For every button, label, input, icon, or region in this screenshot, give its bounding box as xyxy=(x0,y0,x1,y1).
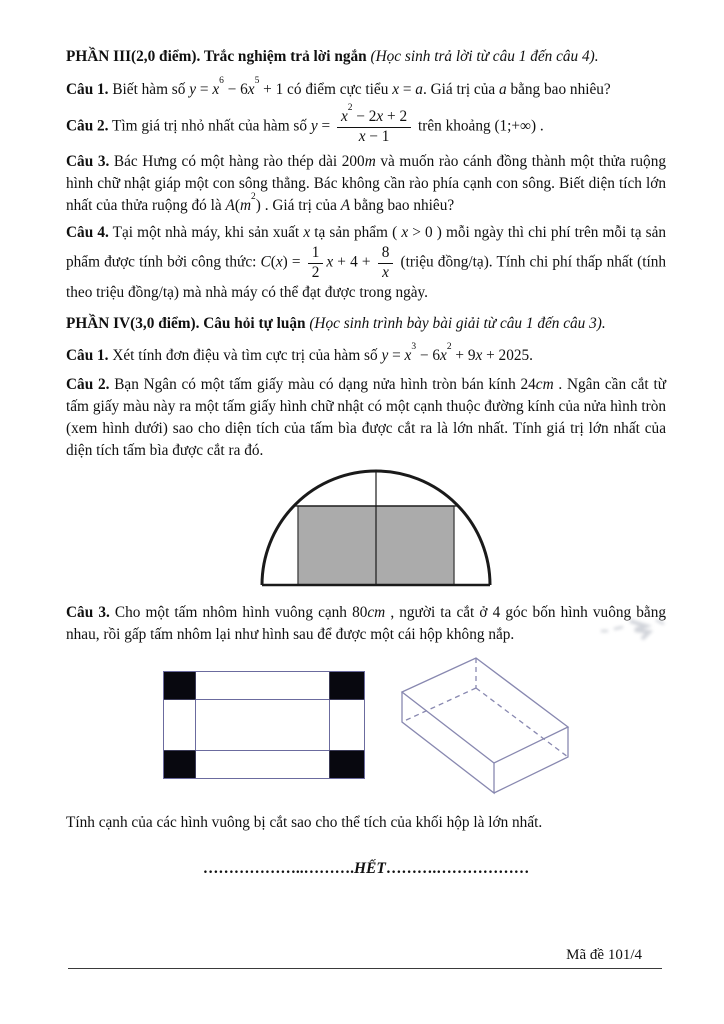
cut-corner-bottom-left xyxy=(164,751,196,779)
part4-heading: PHẦN IV(3,0 điểm). Câu hỏi tự luận (Học sinh trình bày bài giải từ câu 1 đến câu 3). xyxy=(66,315,606,333)
part3-question-1: Câu 1. Biết hàm số $y = x^6 - 6x^5 + 1$ có điểm cực tiểu x = a. Giá trị của a bằng bao nhiêu? xyxy=(66,76,611,98)
cut-corner-top-left xyxy=(164,672,196,700)
box-visible-edges xyxy=(402,692,568,793)
part4-question-1: Câu 1. Xét tính đơn điệu và tìm cực trị của hàm số $y = x^3 - 6x^2 + 9x + 2025$. xyxy=(66,342,533,365)
footer xyxy=(68,944,662,969)
box-hidden-edges xyxy=(402,658,568,757)
exam-code: Mã đề 101/4 xyxy=(566,947,642,963)
cut-corner-top-right xyxy=(330,672,365,700)
footer-rule xyxy=(68,968,662,969)
part3-question-2: Câu 2. Tìm giá trị nhỏ nhất của hàm số y = $\frac{x^2 - 2x + 2}{x - 1}$ trên khoảng (1;+∞) . xyxy=(66,103,544,145)
semicircle-figure xyxy=(257,467,495,589)
box-figure xyxy=(389,652,581,804)
question3-closing-line: Tính cạnh của các hình vuông bị cắt sao cho thể tích của khối hộp là lớn nhất. xyxy=(66,814,543,832)
part3-question-3: Câu 3. Bác Hưng có một hàng rào thép dài 200m và muốn rào cánh đồng thành một thửa ruộng hình chữ nhật giáp một con sông thẳng. Bác không cần rào phía cạnh con sông. Biết diện tích lớn nhất của thửa ruộng đó là $A(m^2)$ . Giá trị của A bằng bao nhiêu? xyxy=(66,153,667,215)
net-figure xyxy=(163,671,365,779)
part4-question-2: Câu 2. Bạn Ngân có một tấm giấy màu có dạng nửa hình tròn bán kính 24cm . Ngân cần cắt từ tấm giấy màu này ra một tấm giấy hình chữ nhật có một cạnh thuộc đường kính của nửa hình tròn (xem hình dưới) sao cho diện tích của tấm bìa được cắt ra là lớn nhất. Tính giá trị lớn nhất của diện tích tấm bìa được cắt ra đó. xyxy=(66,376,666,460)
part4-question-3: Câu 3. Cho một tấm nhôm hình vuông cạnh 80cm , người ta cắt ở 4 góc bốn hình vuông bằng nhau, rồi gấp tấm nhôm lại như hình sau để được một cái hộp không nắp. xyxy=(66,604,666,644)
cut-corner-bottom-right xyxy=(330,751,365,779)
het-line: ………………..……….HẾT……….……………… xyxy=(202,860,530,878)
semicircle-figure-container xyxy=(66,467,666,594)
part3-question-4: Câu 4. Tại một nhà máy, khi sản xuất x tạ sản phẩm ( x > 0 ) mỗi ngày thì chi phí trên mỗi tạ sản phẩm được tính bởi công thức: C(x) = $\frac{1}{2}$ x + 4 + $\frac{8}{x}$ (triệu đồng/tạ). Tính chi phí thấp nhất (tính theo triệu đồng/tạ) mà nhà máy có thể đạt được trong ngày. xyxy=(66,224,667,302)
part3-heading: PHẦN III(2,0 điểm). Trắc nghiệm trả lời ngắn (Học sinh trả lời từ câu 1 đến câu 4). xyxy=(66,48,599,65)
box-figures-row xyxy=(78,652,666,804)
